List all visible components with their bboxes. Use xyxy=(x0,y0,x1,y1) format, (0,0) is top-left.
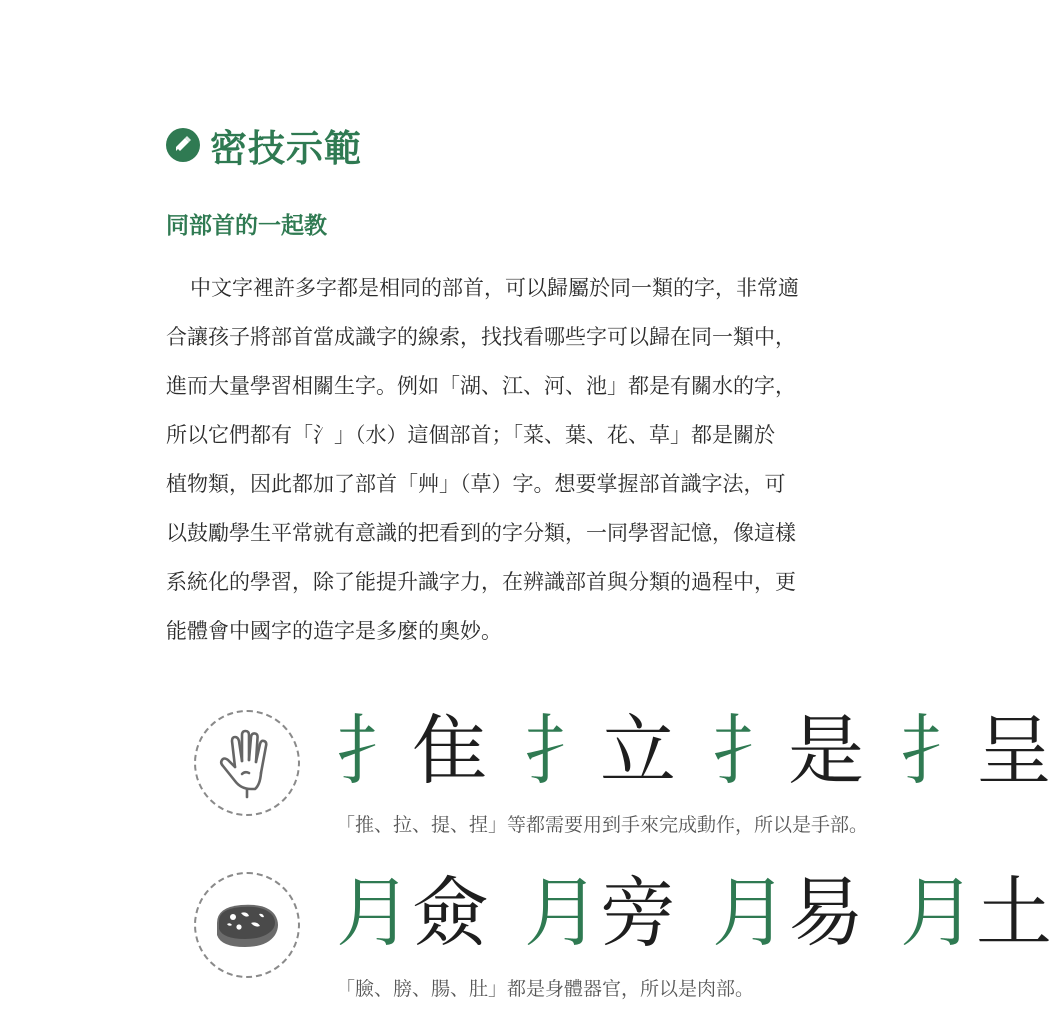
paragraph-line: 合讓孩子將部首當成識字的線索，找找看哪些字可以歸在同一類中， xyxy=(166,325,796,349)
char-rest: 是 xyxy=(788,706,864,795)
hand-icon xyxy=(215,727,279,799)
radical-part: 扌 xyxy=(524,706,600,795)
example-char xyxy=(712,870,864,956)
char-rest: 易 xyxy=(788,868,864,957)
paragraph-line: 以鼓勵學生平常就有意識的把看到的字分類，一同學習記憶，像這樣 xyxy=(166,521,796,545)
radical-part: 扌 xyxy=(900,706,976,795)
example-caption: 「臉、膀、腸、肚」都是身體器官，所以是肉部。 xyxy=(336,978,755,1000)
example-char xyxy=(900,870,1052,956)
example-hand-radical xyxy=(192,706,1052,848)
radical-part: 月 xyxy=(524,868,600,957)
radical-part: 扌 xyxy=(712,706,788,795)
char-rest: 僉 xyxy=(412,868,488,957)
subheading: 同部首的一起教 xyxy=(166,213,327,239)
section-title xyxy=(166,118,362,172)
char-rest: 土 xyxy=(976,868,1052,957)
example-char xyxy=(900,708,1052,794)
example-caption: 「推、拉、提、捏」等都需要用到手來完成動作，所以是手部。 xyxy=(336,814,869,836)
paragraph-line: 植物類，因此都加了部首「艸」（草）字。想要掌握部首識字法，可 xyxy=(166,472,786,496)
example-characters xyxy=(336,870,1052,956)
example-char xyxy=(712,708,864,794)
char-rest: 旁 xyxy=(600,868,676,957)
example-char xyxy=(336,870,488,956)
paragraph-line: 系統化的學習，除了能提升識字力，在辨識部首與分類的過程中，更 xyxy=(166,570,796,594)
example-characters xyxy=(336,708,1052,794)
radical-part: 月 xyxy=(900,868,976,957)
page-title: 密技示範 xyxy=(210,126,362,170)
example-char xyxy=(524,870,676,956)
radical-part: 月 xyxy=(336,868,412,957)
hand-icon-circle xyxy=(194,710,300,816)
radical-part: 扌 xyxy=(336,706,412,795)
pencil-badge-icon xyxy=(166,128,200,162)
paragraph-line: 能體會中國字的造字是多麼的奧妙。 xyxy=(166,619,502,643)
meat-icon-circle xyxy=(194,872,300,978)
char-rest: 呈 xyxy=(976,706,1052,795)
char-rest: 立 xyxy=(600,706,676,795)
example-flesh-radical xyxy=(192,868,1052,1010)
paragraph-line: 中文字裡許多字都是相同的部首，可以歸屬於同一類的字，非常適 xyxy=(190,276,799,300)
paragraph-line: 所以它們都有「氵」（水）這個部首；「菜、葉、花、草」都是關於 xyxy=(166,423,775,447)
example-char xyxy=(336,708,488,794)
example-char xyxy=(524,708,676,794)
meat-icon xyxy=(211,897,283,953)
radical-part: 月 xyxy=(712,868,788,957)
paragraph-line: 進而大量學習相關生字。例如「湖、江、河、池」都是有關水的字， xyxy=(166,374,796,398)
char-rest: 隹 xyxy=(412,706,488,795)
body-paragraph xyxy=(166,264,926,656)
